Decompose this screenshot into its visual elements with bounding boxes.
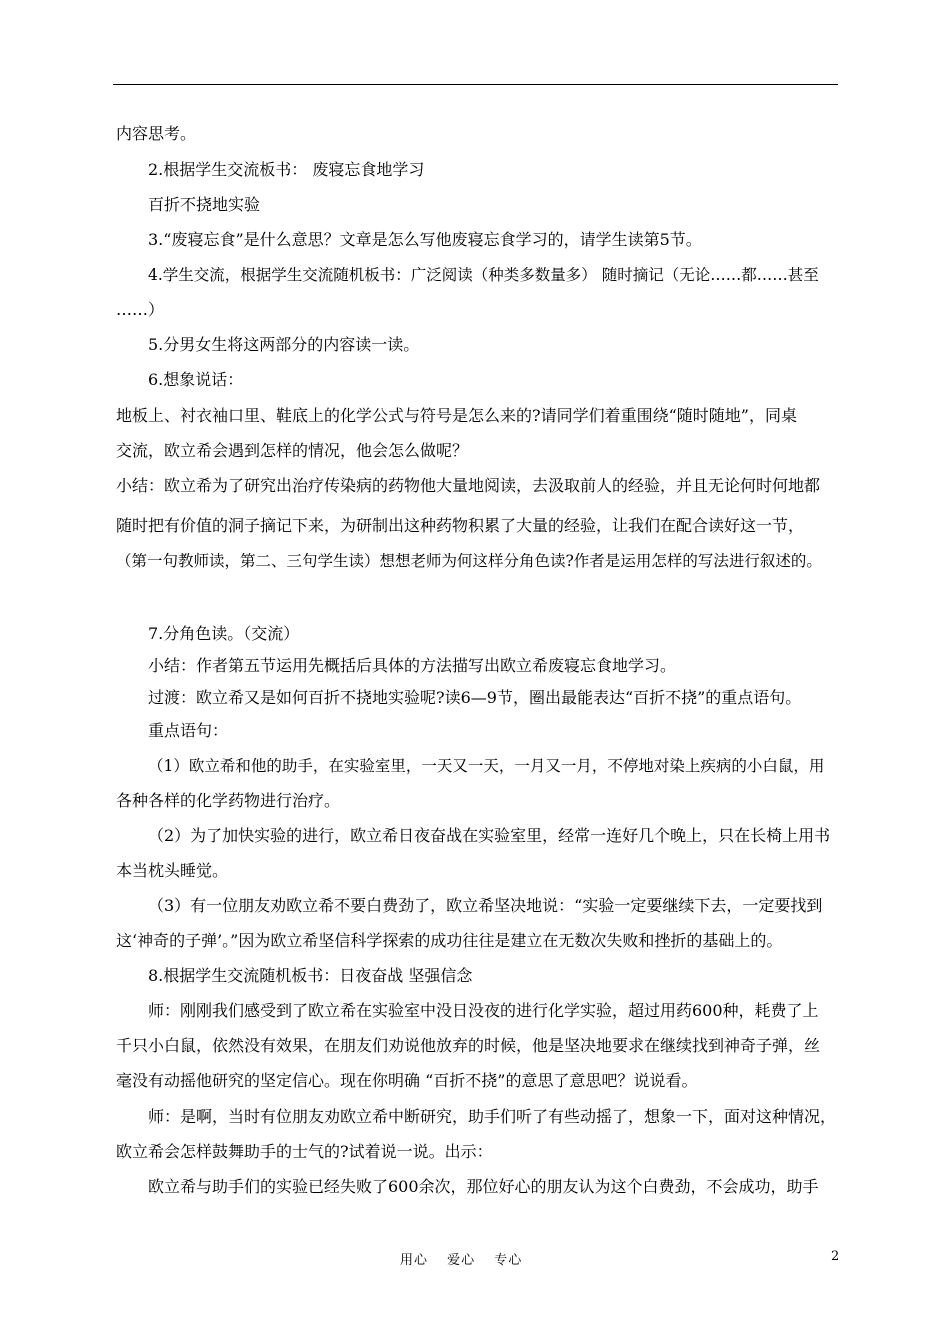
text-line: 小结：作者第五节运用先概括后具体的方法描写出欧立希废寝忘食地学习。 <box>148 656 677 675</box>
text-line: 小结：欧立希为了研究出治疗传染病的药物他大量地阅读，去汲取前人的经验，并且无论何时何地都 <box>116 476 821 495</box>
text-line: （2）为了加快实验的进行，欧立希日夜奋战在实验室里，经常一连好几个晚上，只在长椅上用书 <box>148 826 831 845</box>
header-rule <box>113 84 838 85</box>
text-line: 欧立希会怎样鼓舞助手的士气的?试着说一说。出示： <box>116 1142 493 1161</box>
text-line: 内容思考。 <box>116 124 197 143</box>
text-line: 千只小白鼠，依然没有效果，在朋友们劝说他放弃的时候，他是坚决地要求在继续找到神奇子弹，丝 <box>116 1036 821 1055</box>
text-line: 2.根据学生交流板书： 废寝忘食地学习 <box>148 160 425 179</box>
text-line: 8.根据学生交流随机板书：日夜奋战 坚强信念 <box>148 966 473 985</box>
text-line: 毫没有动摇他研究的坚定信心。现在你明确 “百折不挠”的意思了意思吧？说说看。 <box>116 1071 698 1090</box>
text-line: （1）欧立希和他的助手，在实验室里，一天又一天，一月又一月，不停地对染上疾病的小白鼠，用 <box>148 757 825 775</box>
text-line: （第一句教师读，第二、三句学生读）想想老师为何这样分角色读?作者是运用怎样的写法进行叙述的。 <box>116 552 822 570</box>
text-line: 4.学生交流，根据学生交流随机板书：广泛阅读（种类多数量多） 随时摘记（无论……都……甚至 <box>148 266 819 284</box>
footer-motto: 用心 爱心 专心 <box>400 1253 523 1268</box>
text-line: ……） <box>116 300 165 319</box>
text-line: 6.想象说话： <box>148 370 244 389</box>
text-line: 各种各样的化学药物进行治疗。 <box>116 791 341 810</box>
text-line: 7.分角色读。（交流） <box>148 624 300 643</box>
text-line: 地板上、衬衣袖口里、鞋底上的化学公式与符号是怎么来的?请同学们着重围绕“随时随地”，同桌 <box>116 406 797 425</box>
text-line: 交流，欧立希会遇到怎样的情况，他会怎么做呢？ <box>116 441 469 460</box>
text-line: 3.“废寝忘食”是什么意思？文章是怎么写他废寝忘食学习的，请学生读第5节。 <box>148 230 702 249</box>
text-line: 本当枕头睡觉。 <box>116 861 229 880</box>
text-line: 师：是啊，当时有位朋友劝欧立希中断研究，助手们听了有些动摇了，想象一下，面对这种情况， <box>148 1107 837 1126</box>
text-line: 5.分男女生将这两部分的内容读一读。 <box>148 335 420 354</box>
text-line: 重点语句： <box>148 721 229 740</box>
text-line: 欧立希与助手们的实验已经失败了600余次，那位好心的朋友认为这个白费劲，不会成功，助手 <box>148 1177 819 1196</box>
text-line: 随时把有价值的洞子摘记下来，为研制出这种药物积累了大量的经验，让我们在配合读好这一节， <box>116 516 805 535</box>
text-line: 师：刚刚我们感受到了欧立希在实验室中没日没夜的进行化学实验，超过用药600种，耗费了上 <box>148 1001 819 1020</box>
text-line: 百折不挠地实验 <box>148 195 261 214</box>
text-line: 这‘神奇的子弹’。”因为欧立希坚信科学探索的成功往往是建立在无数次失败和挫折的基础上的。 <box>116 931 783 950</box>
text-line: （3）有一位朋友劝欧立希不要白费劲了，欧立希坚决地说：“实验一定要继续下去，一定要找到 <box>148 896 823 915</box>
page-number: 2 <box>831 1249 840 1264</box>
text-line: 过渡：欧立希又是如何百折不挠地实验呢?读6—9节，圈出最能表达“百折不挠”的重点语句。 <box>148 688 802 707</box>
